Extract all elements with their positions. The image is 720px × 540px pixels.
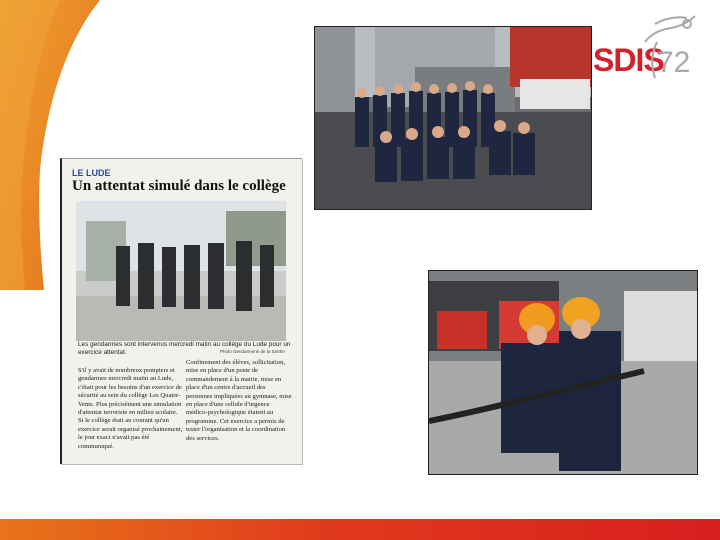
- footer-bar: [0, 519, 720, 540]
- logo-number: 72: [657, 46, 691, 79]
- clipping-column-left: S'il y avait de nombreux pompiers et gendarmes mercredi matin au Lude, c'était pour les besoins d'un exercice de sécurité au sein du collège Les Quatre-Vents. Plus précisément une simulation d'attentat terroriste en milieu scolaire. Si le collège était au courant qu'un exercice serait organisé prochainement, le jour exact n'avait pas été communiqué.: [78, 367, 183, 450]
- logo-text: SDIS: [593, 42, 664, 78]
- sdis72-logo: [585, 12, 705, 82]
- clipping-caption: Les gendarmes sont intervenus mercredi matin au collège du Lude pour un exercice attentat.: [78, 341, 291, 356]
- clipping-title: Un attentat simulé dans le collège: [72, 178, 286, 194]
- group-photo: [314, 26, 592, 210]
- newspaper-clipping: [60, 158, 302, 464]
- clipping-column-right: Confinement des élèves, sollicitation, mise en place d'un poste de commandement à la mairie, mise en place d'un centre d'accueil des personnes impliquées au gymnase, mise en place d'une cellule d'urgence médico-psychologique étaient au programme. Cet exercice a permis de tester l'organisation et la coordination des services.: [186, 359, 292, 442]
- clipping-photo-credit: Photo Gendarmerie de la Sarthe: [220, 349, 285, 354]
- hose-photo: [428, 270, 698, 475]
- clipping-section: LE LUDE: [72, 168, 111, 178]
- clipping-photo: [76, 201, 286, 341]
